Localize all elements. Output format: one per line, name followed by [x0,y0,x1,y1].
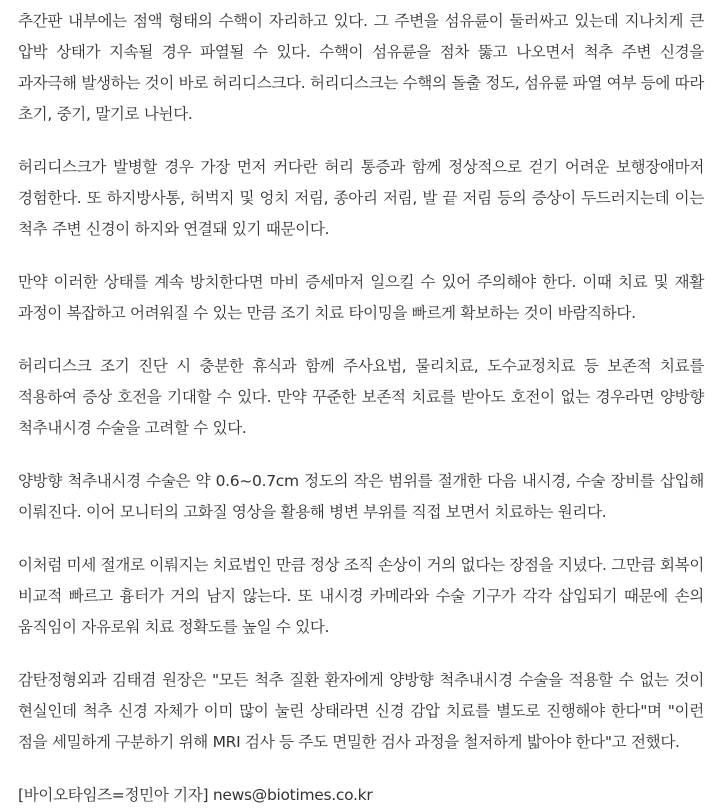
paragraph-5: 양방향 척추내시경 수술은 약 0.6~0.7cm 정도의 작은 범위를 절개한 다음 내시경, 수술 장비를 삽입해 이뤄진다. 이어 모니터의 고화질 영상을 활용해 병변 부위를 직접 보면서 치료하는 원리다. [18,472,704,521]
article-byline: [바이오타임즈=정민아 기자] news@biotimes.co.kr [18,786,373,804]
paragraph-1: 추간판 내부에는 점액 형태의 수핵이 자리하고 있다. 그 주변을 섬유륜이 둘러싸고 있는데 지나치게 큰 압박 상태가 지속될 경우 파열될 수 있다. 수핵이 섬유륜을 점차 뚫고 나오면서 척추 주변 신경을 과자극해 발생하는 것이 바로 허리디스크다. 허리디스크는 수핵의 돌출 정도, 섬유륜 파열 여부 등에 따라 초기, 중기, 말기로 나뉜다. [18,12,704,123]
paragraph-4: 허리디스크 조기 진단 시 충분한 휴식과 함께 주사요법, 물리치료, 도수교정치료 등 보존적 치료를 적용하여 증상 호전을 기대할 수 있다. 만약 꾸준한 보존적 치료를 받아도 호전이 없는 경우라면 양방향 척추내시경 수술을 고려할 수 있다. [18,357,704,437]
paragraph-2: 허리디스크가 발병할 경우 가장 먼저 커다란 허리 통증과 함께 정상적으로 걷기 어려운 보행장애마저 경험한다. 또 하지방사통, 허벅지 및 엉치 저림, 종아리 저림, 발 끝 저림 등의 증상이 두드러지는데 이는 척추 주변 신경이 하지와 연결돼 있기 때문이다. [18,158,704,238]
article-body [18,6,704,811]
paragraph-6: 이처럼 미세 절개로 이뤄지는 치료법인 만큼 정상 조직 손상이 거의 없다는 장점을 지녔다. 그만큼 회복이 비교적 빠르고 흉터가 거의 남지 않는다. 또 내시경 카메라와 수술 기구가 각각 삽입되기 때문에 손의 움직임이 자유로워 치료 정확도를 높일 수 있다. [18,556,704,636]
paragraph-7: 감탄정형외과 김태겸 원장은 "모든 척추 질환 환자에게 양방향 척추내시경 수술을 적용할 수 없는 것이 현실인데 척추 신경 자체가 이미 많이 눌린 상태라면 신경 감압 치료를 별도로 진행해야 한다"며 "이런 점을 세밀하게 구분하기 위해 MRI 검사 등 주도 면밀한 검사 과정을 철저하게 밟아야 한다"고 전했다. [18,671,704,751]
paragraph-3: 만약 이러한 상태를 계속 방치한다면 마비 증세마저 일으킬 수 있어 주의해야 한다. 이때 치료 및 재활 과정이 복잡하고 어려워질 수 있는 만큼 조기 치료 타이밍을 빠르게 확보하는 것이 바람직하다. [18,273,704,322]
